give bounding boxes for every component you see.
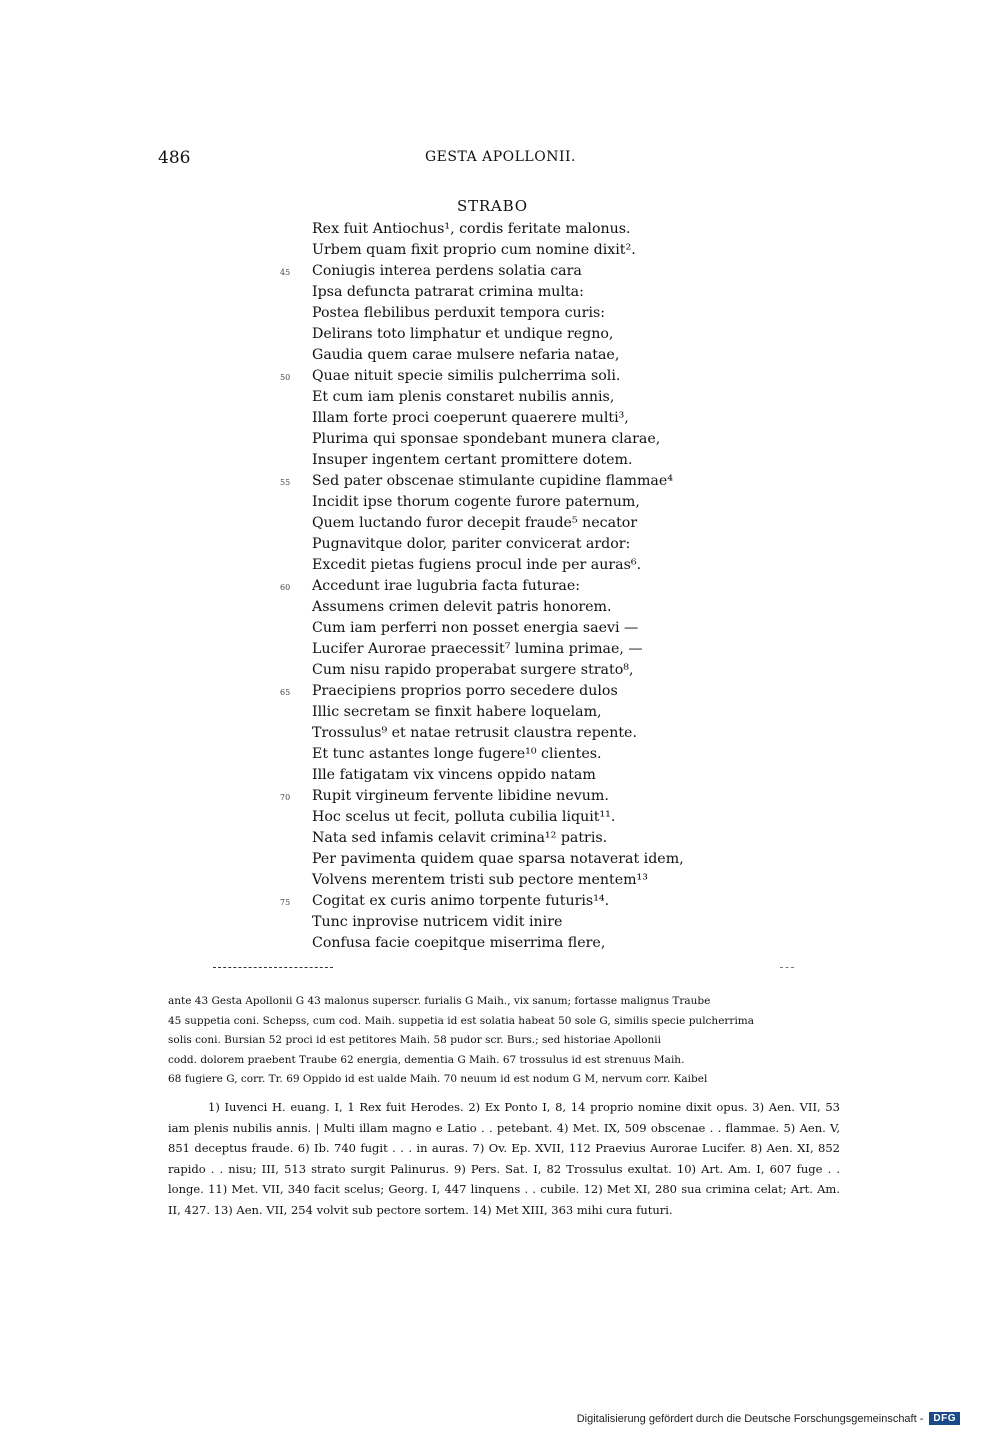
apparatus-line: solis coni. Bursian 52 proci id est petitores Maih. 58 pudor scr. Burs.; sed historiae Apollonii [168, 1034, 662, 1046]
verse-line [270, 849, 740, 870]
verse-line [270, 807, 740, 828]
verse-text: Quae nituit specie similis pulcherrima soli. [312, 368, 621, 384]
verse-line [270, 681, 740, 702]
verse-line [270, 366, 740, 387]
verse-text: Pugnavitque dolor, pariter convicerat ardor: [312, 536, 631, 552]
verse-text: Postea flebilibus perduxit tempora curis: [312, 305, 606, 321]
verse-line [270, 639, 740, 660]
verse-line [270, 471, 740, 492]
verse-text: Excedit pietas fugiens procul inde per auras⁶. [312, 557, 642, 573]
verse-line [270, 261, 740, 282]
footer-credit [577, 1412, 960, 1425]
verse-line [270, 786, 740, 807]
verse-text: Lucifer Aurorae praecessit⁷ lumina primae, — [312, 641, 643, 657]
verse-text: Volvens merentem tristi sub pectore mentem¹³ [312, 872, 648, 888]
verse-line [270, 324, 740, 345]
verse-line [270, 408, 740, 429]
verse-text: Sed pater obscenae stimulante cupidine flammae⁴ [312, 473, 673, 489]
verse-line [270, 345, 740, 366]
verse-line [270, 513, 740, 534]
verse-text: Insuper ingentem certant promittere dotem. [312, 452, 633, 468]
verse-line [270, 933, 740, 954]
verse-line [270, 870, 740, 891]
verse-line [270, 828, 740, 849]
footer-credit-text: Digitalisierung gefördert durch die Deutsche Forschungsgemeinschaft - [576, 1412, 924, 1425]
line-number: 60 [280, 583, 291, 592]
verse-line [270, 723, 740, 744]
verse-text: Rupit virgineum fervente libidine nevum. [312, 788, 609, 804]
verse-text: Gaudia quem carae mulsere nefaria natae, [312, 347, 620, 363]
verse-line [270, 765, 740, 786]
line-number: 70 [280, 793, 291, 802]
footnote-divider-tail [780, 967, 794, 968]
verse-text: Coniugis interea perdens solatia cara [312, 263, 582, 279]
verse-text: Delirans toto limphatur et undique regno, [312, 326, 614, 342]
footnote-divider [213, 967, 333, 968]
apparatus-line: 68 fugiere G, corr. Tr. 69 Oppido id est ualde Maih. 70 neuum id est nodum G M, nervum corr. Kaibel [168, 1073, 708, 1085]
verse-text: Tunc inprovise nutricem vidit inire [312, 914, 563, 930]
verse-text: Quem luctando furor decepit fraude⁵ necator [312, 515, 638, 531]
verse-text: Cogitat ex curis animo torpente futuris¹⁴. [312, 893, 610, 909]
page-number: 486 [158, 148, 191, 168]
dfg-logo: DFG [929, 1412, 960, 1425]
verse-line [270, 303, 740, 324]
verse-line [270, 576, 740, 597]
verse-line [270, 891, 740, 912]
verse-text: Urbem quam fixit proprio cum nomine dixit². [312, 242, 636, 258]
running-title: GESTA APOLLONII. [425, 149, 576, 165]
verse-text: Ipsa defuncta patrarat crimina multa: [312, 284, 584, 300]
verse-line [270, 660, 740, 681]
verse-text: Rex fuit Antiochus¹, cordis feritate malonus. [312, 221, 631, 237]
line-number: 45 [280, 268, 291, 277]
verse-text: Cum nisu rapido properabat surgere strato⁸, [312, 662, 634, 678]
verse-line [270, 555, 740, 576]
line-number: 65 [280, 688, 291, 697]
verse-text: Et cum iam plenis constaret nubilis annis, [312, 389, 615, 405]
verse-line [270, 219, 740, 240]
verse-text: Assumens crimen delevit patris honorem. [312, 599, 612, 615]
verse-text: Praecipiens proprios porro secedere dulos [312, 683, 618, 699]
apparatus-line: codd. dolorem praebent Traube 62 energia, dementia G Maih. 67 trossulus id est strenuus Maih. [168, 1053, 685, 1066]
verse-text: Illic secretam se finxit habere loquelam, [312, 704, 602, 720]
line-number: 75 [280, 898, 291, 907]
verse-line [270, 492, 740, 513]
verse-text: Incidit ipse thorum cogente furore paternum, [312, 494, 640, 510]
verse-line [270, 618, 740, 639]
section-title: STRABO [457, 197, 528, 215]
verse-line [270, 597, 740, 618]
verse-line [270, 429, 740, 450]
verse-text: Hoc scelus ut fecit, polluta cubilia liquit¹¹. [312, 809, 616, 825]
poem [270, 219, 740, 954]
verse-text: Accedunt irae lugubria facta futurae: [312, 578, 581, 594]
critical-apparatus [168, 992, 840, 1090]
verse-line [270, 912, 740, 933]
verse-line [270, 450, 740, 471]
verse-text: Confusa facie coepitque miserrima flere, [312, 935, 606, 951]
verse-line [270, 702, 740, 723]
apparatus-line: 45 suppetia coni. Schepss, cum cod. Maih. suppetia id est solatia habeat 50 sole G, similis specie pulcherrima [168, 1014, 755, 1027]
apparatus-line: ante 43 Gesta Apollonii G 43 malonus superscr. furialis G Maih., vix sanum; fortasse malignus Traube [168, 995, 711, 1007]
verse-line [270, 534, 740, 555]
line-number: 55 [280, 478, 291, 487]
verse-text: Plurima qui sponsae spondebant munera clarae, [312, 431, 661, 447]
verse-line [270, 744, 740, 765]
verse-text: Per pavimenta quidem quae sparsa notaverat idem, [312, 851, 684, 867]
verse-text: Nata sed infamis celavit crimina¹² patris. [312, 830, 608, 846]
verse-line [270, 282, 740, 303]
verse-text: Illam forte proci coeperunt quaerere multi³, [312, 410, 629, 426]
source-notes [168, 1097, 840, 1220]
source-notes-text: 1) Iuvenci H. euang. I, 1 Rex fuit Herodes. 2) Ex Ponto I, 8, 14 proprio nomine dixit opus. 3) Aen. VII, 53 iam plenis nubilis annis. | Multi illam magno e Latio . . petebant. 4) Met. IX, 509 obscenae . . flammae. 5) Aen. V, 851 deceptus fraude. 6) Ib. 740 fugit . . . in auras. 7) Ov. Ep. XVII, 112 Praevius Aurorae Lucifer. 8) Aen. XI, 852 rapido . . nisu; III, 513 strato surgit Palinurus. 9) Pers. Sat. I, 82 Trossulus exultat. 10) Art. Am. I, 607 fuge . . longe. 11) Met. VII, 340 facit scelus; Georg. I, 447 linquens . . cubile. 12) Met XI, 280 sua crimina celat; Art. Am. II, 427. 13) Aen. VII, 254 volvit sub pectore sortem. 14) Met XIII, 363 mihi cura futuri. [168, 1100, 840, 1217]
verse-line [270, 240, 740, 261]
line-number: 50 [280, 373, 291, 382]
verse-text: Ille fatigatam vix vincens oppido natam [312, 767, 596, 783]
verse-line [270, 387, 740, 408]
verse-text: Cum iam perferri non posset energia saevi — [312, 620, 639, 636]
verse-text: Et tunc astantes longe fugere¹⁰ clientes. [312, 746, 602, 762]
verse-text: Trossulus⁹ et natae retrusit claustra repente. [312, 725, 637, 741]
